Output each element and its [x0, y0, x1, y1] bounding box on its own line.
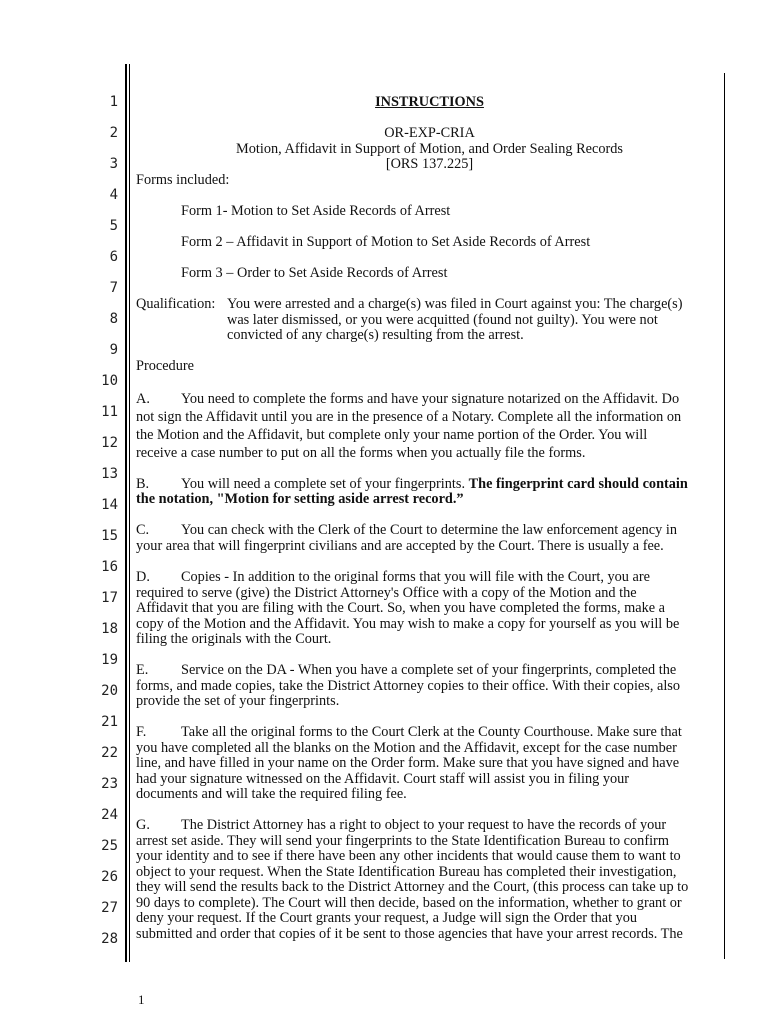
- section-e-line: Service on the DA - When you have a complete set of your fingerprints, completed the: [181, 662, 677, 678]
- section-letter: C.: [136, 522, 150, 538]
- section-letter: G.: [136, 817, 150, 833]
- line-number: 14: [101, 497, 118, 513]
- section-g-line: 90 days to complete). The Court will then decide, based on the information, whether to grant or: [136, 895, 682, 911]
- section-f-line: line, and have filled in your name on the Order form. Make sure that you have signed and have: [136, 755, 680, 771]
- line-number: 15: [101, 528, 118, 544]
- line-number: 11: [101, 404, 118, 420]
- line-number: 7: [109, 280, 118, 296]
- qualification-line: convicted of any charge(s) resulting from the arrest.: [227, 327, 524, 343]
- procedure-heading: Procedure: [136, 358, 194, 374]
- form-code: OR-EXP-CRIA: [384, 125, 475, 141]
- section-letter: E.: [136, 662, 149, 678]
- line-number: 4: [109, 187, 118, 203]
- line-number: 20: [101, 683, 118, 699]
- section-f-line: documents and will take the required filing fee.: [136, 786, 407, 802]
- page-number: 1: [138, 992, 145, 1007]
- document-title: INSTRUCTIONS: [375, 94, 484, 110]
- line-number: 26: [101, 869, 118, 885]
- line-number: 27: [101, 900, 118, 916]
- section-g-line: deny your request. If the Court grants your request, a Judge will sign the Order that you: [136, 910, 638, 926]
- section-letter: A.: [136, 391, 150, 407]
- line-number: 2: [109, 125, 118, 141]
- section-e-line: forms, and made copies, take the District Attorney copies to their office. With their copies, also: [136, 678, 681, 694]
- forms-included-label: Forms included:: [136, 172, 230, 188]
- section-a-line: You need to complete the forms and have your signature notarized on the Affidavit. Do: [181, 391, 680, 407]
- section-g-line: they will send the results back to the District Attorney and the Court, (this process can take up to: [136, 879, 689, 895]
- section-a-line: receive a case number to put on all the forms when you actually file the forms.: [136, 445, 586, 461]
- section-g-line: submitted and order that copies of it be sent to those agencies that have your arrest records. The: [136, 926, 683, 942]
- right-margin-rule: [724, 73, 725, 959]
- line-number: 5: [109, 218, 118, 234]
- section-g-line: arrest set aside. They will send your fingerprints to the State Identification Bureau to confirm: [136, 833, 669, 849]
- line-number: 8: [109, 311, 118, 327]
- section-a-line: the Motion and the Affidavit, but complete only your name portion of the Order. You will: [136, 427, 648, 443]
- form-item: Form 3 – Order to Set Aside Records of Arrest: [181, 265, 448, 281]
- line-number: 10: [101, 373, 118, 389]
- line-number: 22: [101, 745, 118, 761]
- section-d-line: filing the originals with the Court.: [136, 631, 332, 647]
- section-c-line: your area that will fingerprint civilians and are accepted by the Court. There is usually a fee.: [136, 538, 664, 554]
- qualification-line: was later dismissed, or you were acquitted (found not guilty). You were not: [227, 312, 658, 328]
- section-d-line: Copies - In addition to the original forms that you will file with the Court, you are: [181, 569, 650, 585]
- line-number: 21: [101, 714, 118, 730]
- line-number: 28: [101, 931, 118, 947]
- section-b-bold-text: The fingerprint card should contain: [468, 476, 688, 492]
- section-b-plain-text: You will need a complete set of your fingerprints.: [181, 476, 469, 492]
- section-f-line: Take all the original forms to the Court Clerk at the County Courthouse. Make sure that: [181, 724, 682, 740]
- form-item: Form 1- Motion to Set Aside Records of Arrest: [181, 203, 451, 219]
- line-number: 23: [101, 776, 118, 792]
- section-b-bold-line: the notation, "Motion for setting aside arrest record.”: [136, 491, 464, 507]
- section-g-line: The District Attorney has a right to object to your request to have the records of your: [181, 817, 667, 833]
- line-number: 6: [109, 249, 118, 265]
- section-letter: D.: [136, 569, 150, 585]
- qualification-line: You were arrested and a charge(s) was filed in Court against you: The charge(s): [227, 296, 683, 312]
- qualification-label: Qualification:: [136, 296, 216, 312]
- line-number: 19: [101, 652, 118, 668]
- line-number: 1: [109, 94, 118, 110]
- left-margin-rule: [125, 64, 127, 962]
- line-number: 24: [101, 807, 118, 823]
- section-d-line: Affidavit that you are filing with the Court. So, when you have completed the forms, make a: [136, 600, 665, 616]
- section-letter: B.: [136, 476, 150, 492]
- section-letter: F.: [136, 724, 147, 740]
- section-f-line: had your signature witnessed on the Affidavit. Court staff will assist you in filing your: [136, 771, 630, 787]
- section-d-line: copy of the Motion and the Affidavit. You may wish to make a copy for yourself as you will be: [136, 616, 680, 632]
- line-number: 13: [101, 466, 118, 482]
- line-number: 12: [101, 435, 118, 451]
- statute-reference: [ORS 137.225]: [385, 156, 474, 172]
- line-number: 3: [109, 156, 118, 172]
- section-f-line: you have completed all the blanks on the Motion and the Affidavit, except for the case number: [136, 740, 677, 756]
- section-g-line: your identity and to see if there have been any other incidents that would cause them to want to: [136, 848, 681, 864]
- section-a-line: not sign the Affidavit until you are in the presence of a Notary. Complete all the information on: [136, 409, 682, 425]
- left-margin-rule-inner: [129, 64, 130, 962]
- section-c-line: You can check with the Clerk of the Court to determine the law enforcement agency in: [181, 522, 677, 538]
- section-g-line: object to your request. When the State Identification Bureau has completed their investigation,: [136, 864, 677, 880]
- document-subtitle: Motion, Affidavit in Support of Motion, and Order Sealing Records: [236, 141, 623, 157]
- section-d-line: required to serve (give) the District Attorney's Office with a copy of the Motion and the: [136, 585, 637, 601]
- form-item: Form 2 – Affidavit in Support of Motion to Set Aside Records of Arrest: [181, 234, 591, 250]
- line-number: 16: [101, 559, 118, 575]
- line-number: 18: [101, 621, 118, 637]
- line-number: 9: [109, 342, 118, 358]
- section-e-line: provide the set of your fingerprints.: [136, 693, 340, 709]
- line-number: 25: [101, 838, 118, 854]
- line-number: 17: [101, 590, 118, 606]
